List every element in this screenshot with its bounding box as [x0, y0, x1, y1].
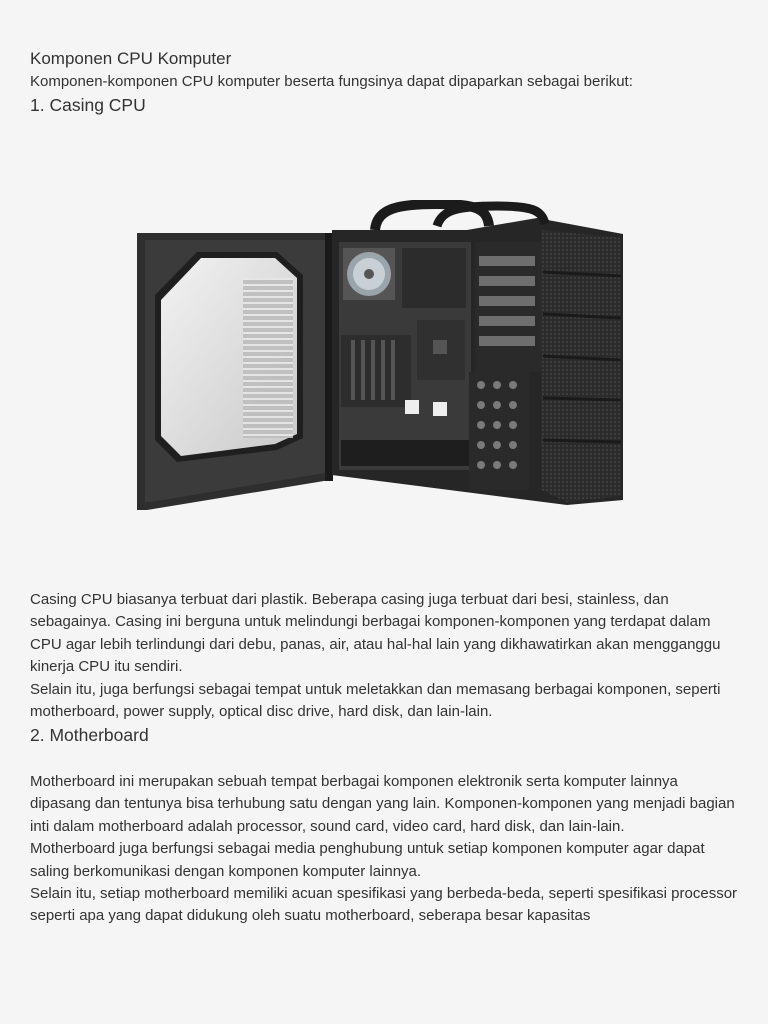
section-heading-motherboard: 2. Motherboard: [30, 725, 149, 745]
pc-case-image: [137, 200, 625, 515]
motherboard-description: [30, 771, 742, 928]
intro-paragraph: Komponen-komponen CPU komputer beserta fungsinya dapat dipaparkan sebagai berikut:: [30, 73, 633, 90]
article-title: Komponen CPU Komputer: [30, 49, 232, 68]
article-header: [30, 48, 742, 118]
motherboard-paragraph-3: Selain itu, setiap motherboard memiliki acuan spesifikasi yang berbeda-beda, seperti spesifikasi processor seperti apa yang dapat didukung oleh suatu motherboard, seberapa besar kapasitas: [30, 885, 738, 925]
section-heading-casing: 1. Casing CPU: [30, 95, 146, 115]
casing-paragraph-1: Casing CPU biasanya terbuat dari plastik. Beberapa casing juga terbuat dari besi, stainless, dan sebagainya. Casing ini berguna untuk melindungi berbagai komponen-komponen yang terdapat dalam CPU agar lebih terlindungi dari debu, panas, air, atau hal-hal lain yang dikhawatirkan akan mengganggu kinerja CPU itu sendiri.: [30, 591, 721, 676]
motherboard-paragraph-2: Motherboard juga berfungsi sebagai media penghubung untuk setiap komponen komputer agar dapat saling berkomunikasi dengan komponen komputer lainnya.: [30, 840, 705, 880]
casing-paragraph-2: Selain itu, juga berfungsi sebagai tempat untuk meletakkan dan memasang berbagai komponen, seperti motherboard, power supply, optical disc drive, hard disk, dan lain-lain.: [30, 680, 721, 721]
casing-description: [30, 589, 742, 723]
motherboard-paragraph-1: Motherboard ini merupakan sebuah tempat berbagai komponen elektronik serta komputer lainnya dipasang dan tentunya bisa terhubung satu dengan yang lain. Komponen-komponen yang menjadi bagian inti dalam motherboard adalah processor, sound card, video card, hard disk, dan lain-lain.: [30, 773, 735, 835]
